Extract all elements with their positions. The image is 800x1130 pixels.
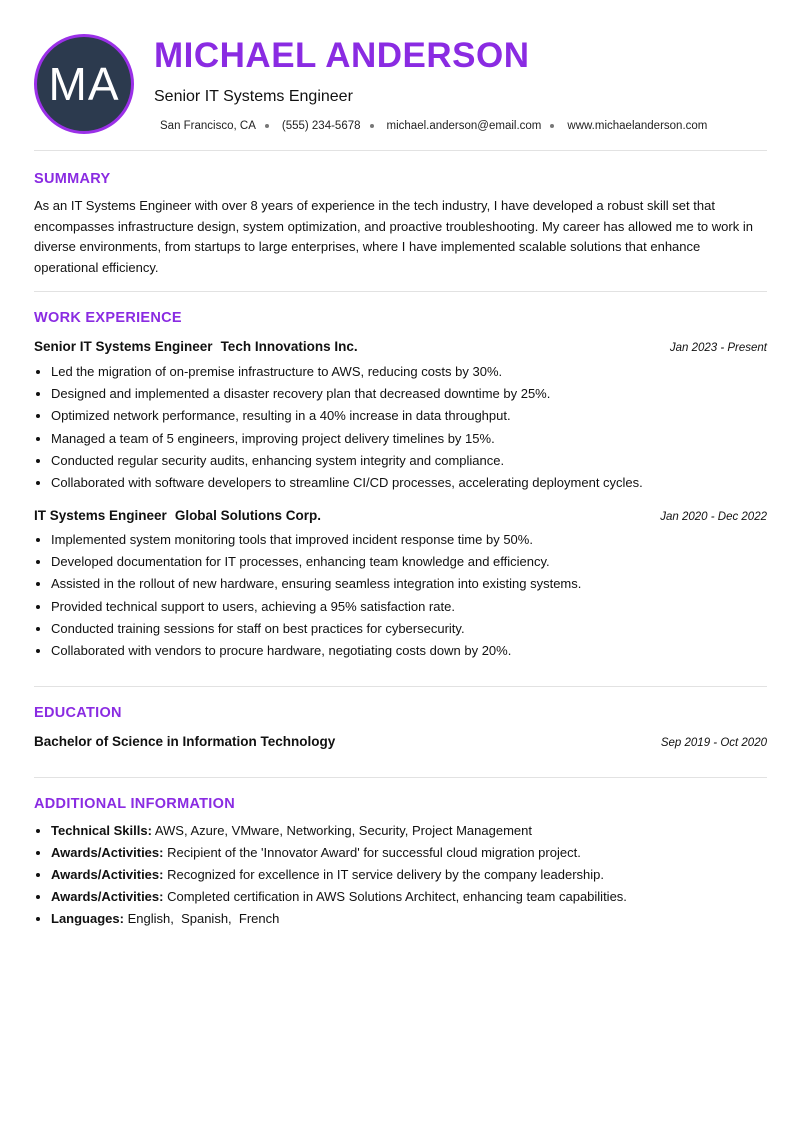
list-item: • Optimized network performance, resulting in a 40% increase in data throughput.	[51, 405, 767, 427]
list-item: • Led the migration of on-premise infrastructure to AWS, reducing costs by 30%.	[51, 361, 767, 383]
education-dates: Sep 2019 - Oct 2020	[660, 737, 767, 749]
job-dates: Jan 2023 - Present	[669, 342, 767, 354]
item-label: Technical Skills:	[51, 823, 152, 838]
separator-dot-icon	[265, 124, 269, 128]
list-item	[51, 908, 767, 930]
summary-text: As an IT Systems Engineer with over 8 years of experience in the tech industry, I have developed a robust skill set that encompasses infrastructure design, system optimization, and proactive troubleshooting. My career has allowed me to work in diverse environments, from startups to large enterprises, where I have implemented scalable solutions that enhance operational efficiency.	[34, 198, 753, 275]
separator-dot-icon	[550, 124, 554, 128]
list-item	[51, 842, 767, 864]
separator-dot-icon	[370, 124, 374, 128]
item-text: Recognized for excellence in IT service delivery by the company leadership.	[167, 867, 605, 882]
list-item	[51, 864, 767, 886]
job-bullets	[34, 529, 767, 662]
job-company: Tech Innovations Inc.	[220, 339, 358, 354]
contact-website[interactable]: www.michaelanderson.com	[567, 120, 708, 132]
job-bullets	[34, 361, 767, 494]
avatar-initials: MA	[48, 58, 120, 110]
divider	[34, 686, 767, 687]
contact-phone: (555) 234-5678	[281, 120, 361, 132]
divider	[34, 291, 767, 292]
job-role: IT Systems Engineer	[34, 508, 167, 523]
contact-bar	[160, 120, 707, 132]
item-text: AWS, Azure, VMware, Networking, Security, Project Management	[154, 823, 532, 838]
list-item: • Managed a team of 5 engineers, improving project delivery timelines by 15%.	[51, 428, 767, 450]
divider	[34, 777, 767, 778]
job-header	[34, 338, 767, 356]
item-label: Awards/Activities:	[51, 867, 164, 882]
additional-list	[34, 820, 767, 930]
list-item: • Conducted regular security audits, enhancing system integrity and compliance.	[51, 450, 767, 472]
item-text: English, Spanish, French	[127, 911, 280, 926]
list-item: • Assisted in the rollout of new hardware, ensuring seamless integration into existing systems.	[51, 573, 767, 595]
degree: Bachelor of Science in Information Technology	[34, 734, 336, 749]
item-text: Completed certification in AWS Solutions Architect, enhancing team capabilities.	[167, 889, 627, 904]
item-label: Languages:	[51, 911, 124, 926]
avatar	[34, 34, 134, 134]
job-header	[34, 507, 767, 525]
job-title-line	[34, 507, 321, 525]
list-item: • Collaborated with software developers to streamline CI/CD processes, accelerating deployment cycles.	[51, 472, 767, 494]
summary-heading: SUMMARY	[34, 171, 111, 187]
item-label: Awards/Activities:	[51, 889, 164, 904]
list-item: • Conducted training sessions for staff on best practices for cybersecurity.	[51, 618, 767, 640]
candidate-title: Senior IT Systems Engineer	[154, 88, 353, 105]
additional-heading: ADDITIONAL INFORMATION	[34, 796, 235, 812]
list-item: • Collaborated with vendors to procure hardware, negotiating costs down by 20%.	[51, 640, 767, 662]
list-item	[51, 820, 767, 842]
experience-heading: WORK EXPERIENCE	[34, 310, 182, 326]
list-item: • Developed documentation for IT processes, enhancing team knowledge and efficiency.	[51, 551, 767, 573]
education-heading: EDUCATION	[34, 705, 122, 721]
contact-location: San Francisco, CA	[160, 120, 256, 132]
contact-email[interactable]: michael.anderson@email.com	[386, 120, 542, 132]
candidate-name: MICHAEL ANDERSON	[154, 36, 530, 75]
list-item	[51, 886, 767, 908]
item-text: Recipient of the 'Innovator Award' for successful cloud migration project.	[167, 845, 581, 860]
job-title-line	[34, 338, 358, 356]
divider	[34, 150, 767, 151]
job-company: Global Solutions Corp.	[174, 508, 322, 523]
list-item: • Designed and implemented a disaster recovery plan that decreased downtime by 25%.	[51, 383, 767, 405]
education-entry	[34, 734, 767, 749]
item-label: Awards/Activities:	[51, 845, 164, 860]
job-role: Senior IT Systems Engineer	[34, 339, 213, 354]
list-item: • Implemented system monitoring tools that improved incident response time by 50%.	[51, 529, 767, 551]
list-item: • Provided technical support to users, achieving a 95% satisfaction rate.	[51, 596, 767, 618]
job-dates: Jan 2020 - Dec 2022	[660, 511, 767, 523]
